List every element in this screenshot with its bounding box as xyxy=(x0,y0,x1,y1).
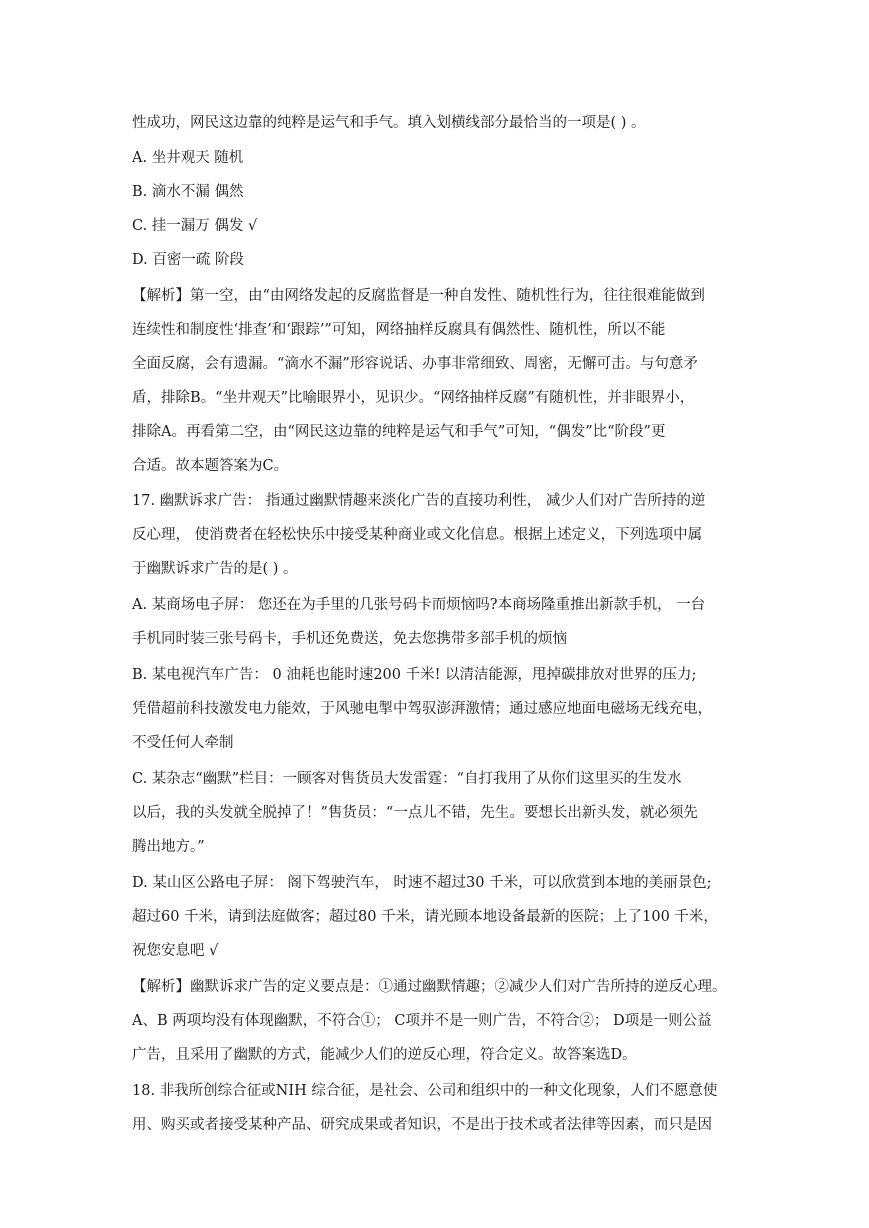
question-17: 于幽默诉求广告的是( ) 。 xyxy=(132,561,298,577)
option-b: B. 滴水不漏 偶然 xyxy=(132,184,244,200)
question-18: 18. 非我所创综合征或NIH 综合征，是社会、公司和组织中的一种文化现象，人们不愿意使 xyxy=(132,1083,718,1099)
option-c: C. 挂一漏万 偶发 √ xyxy=(132,218,258,234)
analysis-line: 【解析】幽默诉求广告的定义要点是：①通过幽默情趣；②减少人们对广告所持的逆反心理。 xyxy=(132,979,727,995)
analysis-line: 排除A。再看第二空，由“网民这边靠的纯粹是运气和手气”可知，“偶发”比“阶段”更 xyxy=(132,424,666,440)
option-d: D. 百密一疏 阶段 xyxy=(132,252,244,268)
option-a: 手机同时装三张号码卡，手机还免费送，免去您携带多部手机的烦恼 xyxy=(132,631,567,647)
analysis-line: 【解析】第一空，由“由网络发起的反腐监督是一种自发性、随机性行为，往往很难能做到 xyxy=(132,288,705,304)
option-b: 不受任何人牵制 xyxy=(132,735,234,751)
analysis-line: 广告，且采用了幽默的方式，能减少人们的逆反心理，符合定义。故答案选D。 xyxy=(132,1047,637,1063)
option-c: 腾出地方。” xyxy=(132,839,205,855)
analysis-line: 连续性和制度性‘排查’和‘跟踪’”可知，网络抽样反腐具有偶然性、随机性，所以不能 xyxy=(132,322,666,338)
question-17: 17. 幽默诉求广告： 指通过幽默情趣来淡化广告的直接功利性， 减少人们对广告所持的逆 xyxy=(132,493,706,509)
option-d: 祝您安息吧 √ xyxy=(132,943,219,959)
analysis-line: 盾，排除B。“坐井观天”比喻眼界小，见识少。“网络抽样反腐”有随机性，并非眼界小， xyxy=(132,390,695,406)
option-c: C. 某杂志“幽默”栏目：一顾客对售货员大发雷霆：“自打我用了从你们这里买的生发水 xyxy=(132,771,682,787)
option-a: A. 某商场电子屏： 您还在为手里的几张号码卡而烦恼吗?本商场隆重推出新款手机， 一台 xyxy=(132,597,706,613)
analysis-line: A、B 两项均没有体现幽默，不符合①； C项并不是一则广告，不符合②； D项是一则公益 xyxy=(132,1013,712,1029)
option-a: A. 坐井观天 随机 xyxy=(132,150,244,166)
text-line: 性成功，网民这边靠的纯粹是运气和手气。填入划横线部分最恰当的一项是( ) 。 xyxy=(132,115,646,131)
option-b: B. 某电视汽车广告： 0 油耗也能时速200 千米! 以清洁能源，甩掉碳排放对世界的压力; xyxy=(132,667,697,683)
option-d: D. 某山区公路电子屏： 阁下驾驶汽车， 时速不超过30 千米，可以欣赏到本地的美丽景色; xyxy=(132,875,712,891)
analysis-line: 全面反腐，会有遗漏。“滴水不漏”形容说话、办事非常细致、周密，无懈可击。与句意矛 xyxy=(132,356,698,372)
option-b: 凭借超前科技激发电力能效，于风驰电掣中驾驭澎湃激情；通过感应地面电磁场无线充电， xyxy=(132,701,712,717)
option-c: 以后，我的头发就全脱掉了！”售货员：“一点儿不错，先生。要想长出新头发，就必须先 xyxy=(132,805,698,821)
analysis-line: 合适。故本题答案为C。 xyxy=(132,458,289,474)
option-d: 超过60 千米，请到法庭做客；超过80 千米，请光顾本地设备最新的医院；上了100 千米， xyxy=(132,909,718,925)
question-17: 反心理， 使消费者在轻松快乐中接受某种商业或文化信息。根据上述定义，下列选项中属 xyxy=(132,527,703,543)
question-18: 用、购买或者接受某种产品、研究成果或者知识，不是出于技术或者法律等因素，而只是因 xyxy=(132,1117,712,1133)
